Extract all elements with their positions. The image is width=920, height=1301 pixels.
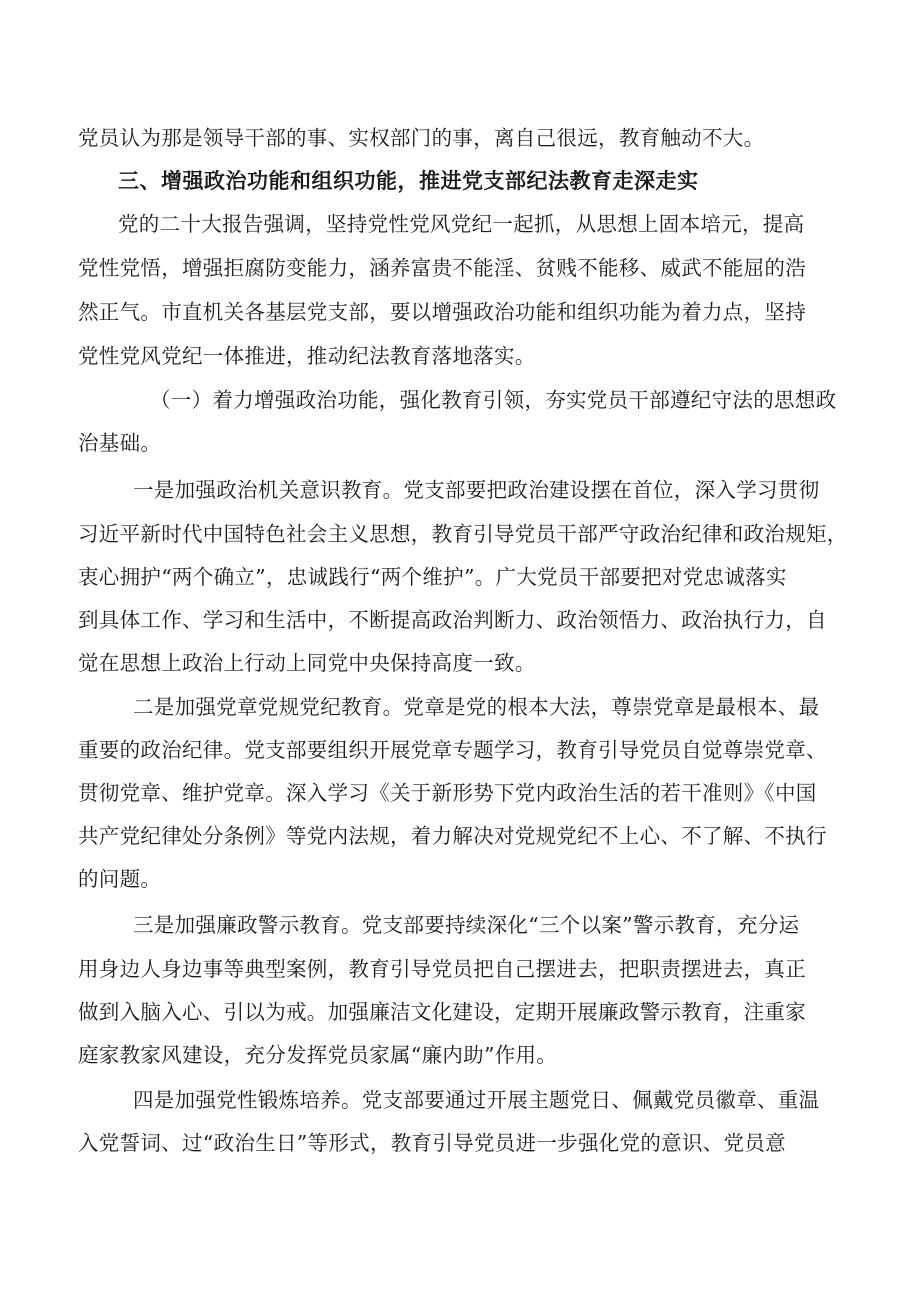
paragraph-line: 的问题。 bbox=[78, 867, 162, 891]
paragraph-line: 共产党纪律处分条例》等党内法规，着力解决对党规党纪不上心、不了解、不执行 bbox=[78, 824, 827, 848]
paragraph-line: 贯彻党章、维护党章。深入学习《关于新形势下党内政治生活的若干准则》《中国 bbox=[78, 781, 817, 805]
paragraph-line: 习近平新时代中国特色社会主义思想，教育引导党员干部严守政治纪律和政治规矩， bbox=[78, 522, 848, 546]
paragraph-line: 四是加强党性锻炼培养。党支部要通过开展主题党日、佩戴党员徽章、重温 bbox=[133, 1088, 820, 1112]
paragraph-line: 党的二十大报告强调，坚持党性党风党纪一起抓，从思想上固本培元，提高 bbox=[118, 212, 805, 236]
paragraph-line: 党性党悟，增强拒腐防变能力，涵养富贵不能淫、贫贱不能移、威武不能屈的浩 bbox=[78, 256, 806, 280]
paragraph-line: 觉在思想上政治上行动上同党中央保持高度一致。 bbox=[78, 651, 536, 675]
paragraph-line: 三是加强廉政警示教育。党支部要持续深化“三个以案”警示教育，充分运 bbox=[133, 913, 800, 937]
paragraph-line: 入党誓词、过“政治生日”等形式，教育引导党员进一步强化党的意识、党员意 bbox=[78, 1131, 786, 1155]
subheading-line: （一）着力增强政治功能，强化教育引领，夯实党员干部遵纪守法的思想政 bbox=[150, 388, 837, 412]
paragraph-line: 然正气。市直机关各基层党支部，要以增强政治功能和组织功能为着力点，坚持 bbox=[78, 300, 806, 324]
subheading-line: 治基础。 bbox=[78, 431, 162, 455]
paragraph-line: 重要的政治纪律。党支部要组织开展党章专题学习，教育引导党员自觉尊崇党章、 bbox=[78, 738, 827, 762]
paragraph-tail-line: 党员认为那是领导干部的事、实权部门的事，离自己很远，教育触动不大。 bbox=[78, 126, 765, 150]
paragraph-line: 庭家教家风建设，充分发挥党员家属“廉内助”作用。 bbox=[78, 1043, 558, 1067]
paragraph-line: 用身边人身边事等典型案例，教育引导党员把自己摆进去，把职责摆进去，真正 bbox=[78, 957, 806, 981]
paragraph-line: 二是加强党章党规党纪教育。党章是党的根本大法，尊崇党章是最根本、最 bbox=[133, 695, 820, 719]
paragraph-line: 一是加强政治机关意识教育。党支部要把政治建设摆在首位，深入学习贯彻 bbox=[133, 478, 820, 502]
section-heading: 三、增强政治功能和组织功能，推进党支部纪法教育走深走实 bbox=[118, 169, 699, 193]
paragraph-line: 党性党风党纪一体推进，推动纪法教育落地落实。 bbox=[78, 344, 536, 368]
paragraph-line: 到具体工作、学习和生活中，不断提高政治判断力、政治领悟力、政治执行力，自 bbox=[78, 608, 827, 632]
paragraph-line: 衷心拥护“两个确立”，忠诚践行“两个维护”。广大党员干部要把对党忠诚落实 bbox=[78, 565, 787, 589]
paragraph-line: 做到入脑入心、引以为戒。加强廉洁文化建设，定期开展廉政警示教育，注重家 bbox=[78, 1000, 806, 1024]
